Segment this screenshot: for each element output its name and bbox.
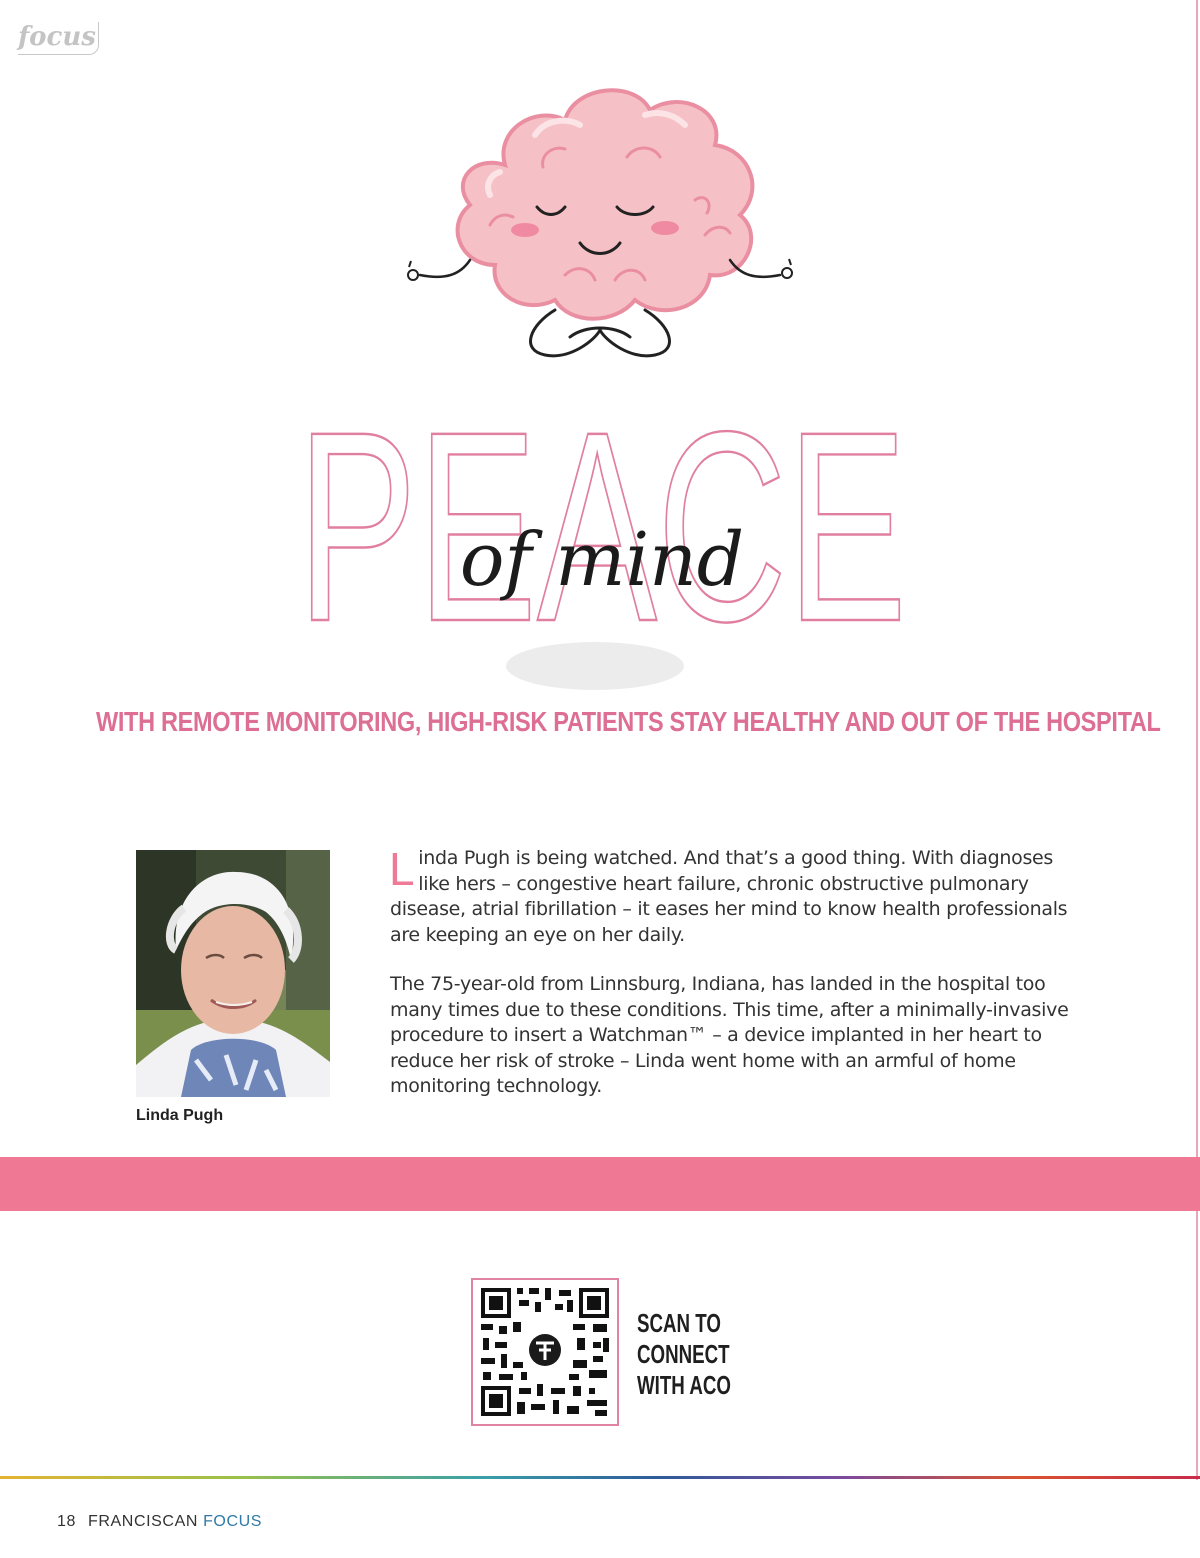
- hero-title: [292, 380, 912, 630]
- publication-name: FRANCISCAN: [88, 1513, 199, 1530]
- paragraph-2: The 75-year-old from Linnsburg, Indiana, has landed in the hospital too many times due to these conditions. This time, after a minimally-invasive procedure to insert a Watchman™ – a device implanted in her heart to reduce her risk of stroke – Linda went home with an armful of home monitoring technology.: [390, 973, 1069, 1097]
- title-script: of mind: [459, 517, 745, 603]
- page-footer: [57, 1513, 262, 1531]
- article-body: [389, 843, 1070, 1124]
- qr-call-to-action: [637, 1308, 731, 1401]
- qr-line-2: CONNECT: [637, 1339, 730, 1369]
- qr-line-3: WITH ACO: [637, 1370, 731, 1400]
- paragraph-1-text: inda Pugh is being watched. And that’s a good thing. With diagnoses like hers – congestive heart failure, chronic obstructive pulmonary disease, atrial fibrillation – it eases her mind to know health professionals are keeping an eye on her daily.: [390, 847, 1068, 946]
- pink-band: [0, 1157, 1200, 1211]
- portrait-photo: [136, 850, 330, 1097]
- portrait-illustration: [136, 850, 330, 1097]
- footer-color-rule: [0, 1476, 1200, 1479]
- article-subhead: WITH REMOTE MONITORING, HIGH-RISK PATIENTS STAY HEALTHY AND OUT OF THE HOSPITAL: [96, 706, 1161, 737]
- focus-logo: [18, 22, 99, 55]
- logo-text: focus: [18, 22, 96, 52]
- page-number: 18: [57, 1513, 76, 1530]
- drop-cap: L: [389, 843, 415, 895]
- title-outline: PEACE: [297, 380, 907, 630]
- paragraph-1: [389, 843, 1070, 948]
- photo-caption: Linda Pugh: [136, 1107, 224, 1124]
- qr-code-icon: [473, 1280, 617, 1424]
- qr-line-1: SCAN TO: [637, 1308, 721, 1338]
- publication-accent: FOCUS: [203, 1513, 263, 1530]
- page-edge-rule: [1196, 0, 1198, 1480]
- floating-shadow: [506, 642, 684, 690]
- qr-code[interactable]: [471, 1278, 619, 1426]
- meditating-brain-icon: [395, 75, 805, 365]
